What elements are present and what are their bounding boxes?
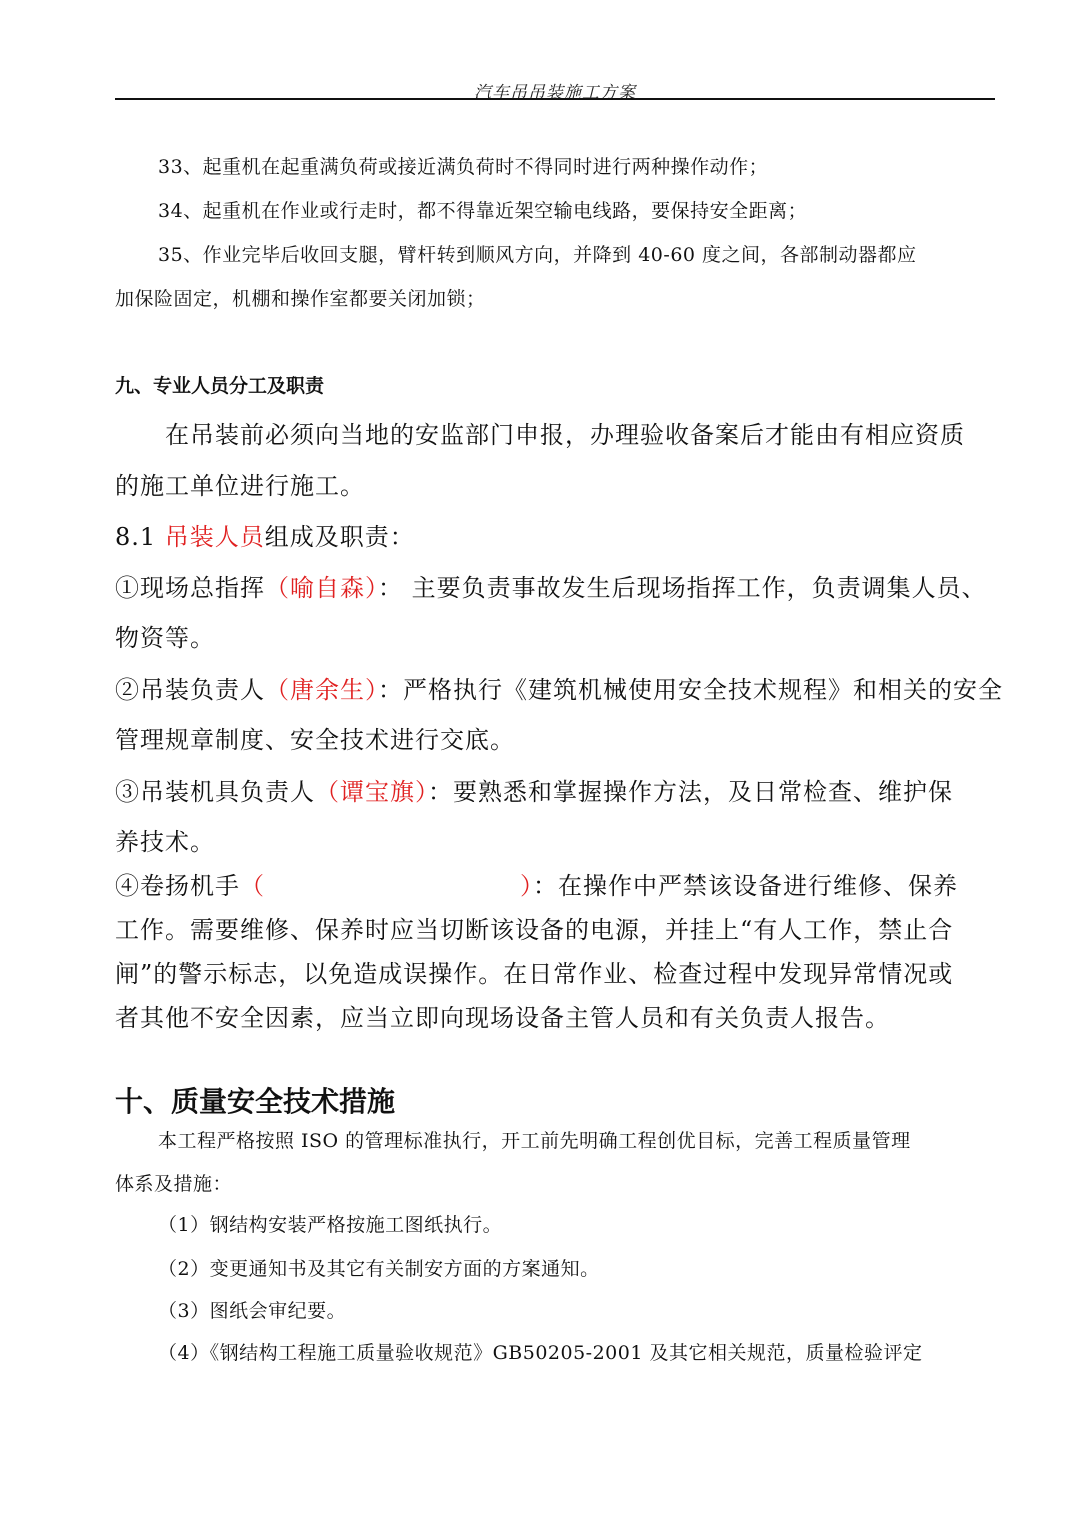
section-10-intro-line1: 本工程严格按照 ISO 的管理标准执行，开工前先明确工程创优目标，完善工程质量管理 [158,1130,911,1152]
subsection-8-1-suffix: 组成及职责： [264,523,415,551]
duty-3-role: ③吊装机具负责人 [115,778,315,806]
duty-1-role: ①现场总指挥 [115,574,265,602]
duty-3-line2: 养技术。 [115,828,215,856]
item-34: 34、起重机在作业或行走时，都不得靠近架空输电线路，要保持安全距离； [158,200,808,222]
section-10-heading: 十、质量安全技术措施 [115,1085,396,1118]
duty-1-name: （喻自森） [265,574,378,602]
duty-4-open-paren: （ [240,872,265,900]
subsection-8-1-number: 8.1 [115,523,165,551]
section-9-intro-line1: 在吊装前必须向当地的安监部门申报，办理验收备案后才能由有相应资质 [165,421,965,449]
subsection-8-1-highlight: 吊装人员 [164,523,265,551]
subsection-8-1 [115,517,980,552]
duty-1-line2: 物资等。 [115,624,215,652]
item-35-line2: 加保险固定，机棚和操作室都要关闭加锁； [115,288,486,310]
list-item: （2）变更通知书及其它有关制安方面的方案通知。 [158,1258,600,1280]
duty-4-text: ：在操作中严禁该设备进行维修、保养 [533,872,958,900]
list-item: （3）图纸会审纪要。 [158,1300,347,1322]
duty-2-text: ：严格执行《建筑机械使用安全技术规程》和相关的安全 [378,676,1003,704]
section-9-heading: 九、专业人员分工及职责 [115,375,325,397]
duty-3-text: ：要熟悉和掌握操作方法，及日常检查、维护保 [428,778,953,806]
duty-4-line3: 闸”的警示标志，以免造成误操作。在日常作业、检查过程中发现异常情况或 [115,960,954,988]
page-header-title: 汽车吊吊装施工方案 [474,83,636,103]
duty-1 [115,568,987,603]
duty-2-line2: 管理规章制度、安全技术进行交底。 [115,726,515,754]
duty-3-name: （谭宝旗） [315,778,428,806]
section-10-intro-line2: 体系及措施： [115,1173,233,1195]
duty-2-role: ②吊装负责人 [115,676,265,704]
section-9-intro-line2: 的施工单位进行施工。 [115,472,365,500]
duty-1-text: ： 主要负责事故发生后现场指挥工作，负责调集人员、 [378,574,987,602]
duty-2-name: （唐余生） [265,676,378,704]
duty-4-line2: 工作。需要维修、保养时应当切断该设备的电源，并挂上“有人工作，禁止合 [115,916,954,944]
header-divider [115,98,995,100]
item-33: 33、起重机在起重满负荷或接近满负荷时不得同时进行两种操作动作； [158,156,769,178]
duty-4-role: ④卷扬机手 [115,872,240,900]
item-35-line1: 35、作业完毕后收回支腿，臂杆转到顺风方向，并降到 40-60 度之间，各部制动器都应 [158,244,917,266]
duty-4-line4: 者其他不安全因素，应当立即向现场设备主管人员和有关负责人报告。 [115,1004,890,1032]
duty-3 [115,772,980,807]
duty-4-close-paren: ） [520,872,533,900]
list-item: （4）《钢结构工程施工质量验收规范》GB50205-2001 及其它相关规范，质量检验评定 [158,1342,923,1364]
list-item: （1）钢结构安装严格按施工图纸执行。 [158,1214,503,1236]
duty-4 [115,866,980,901]
duty-2 [115,670,1003,705]
